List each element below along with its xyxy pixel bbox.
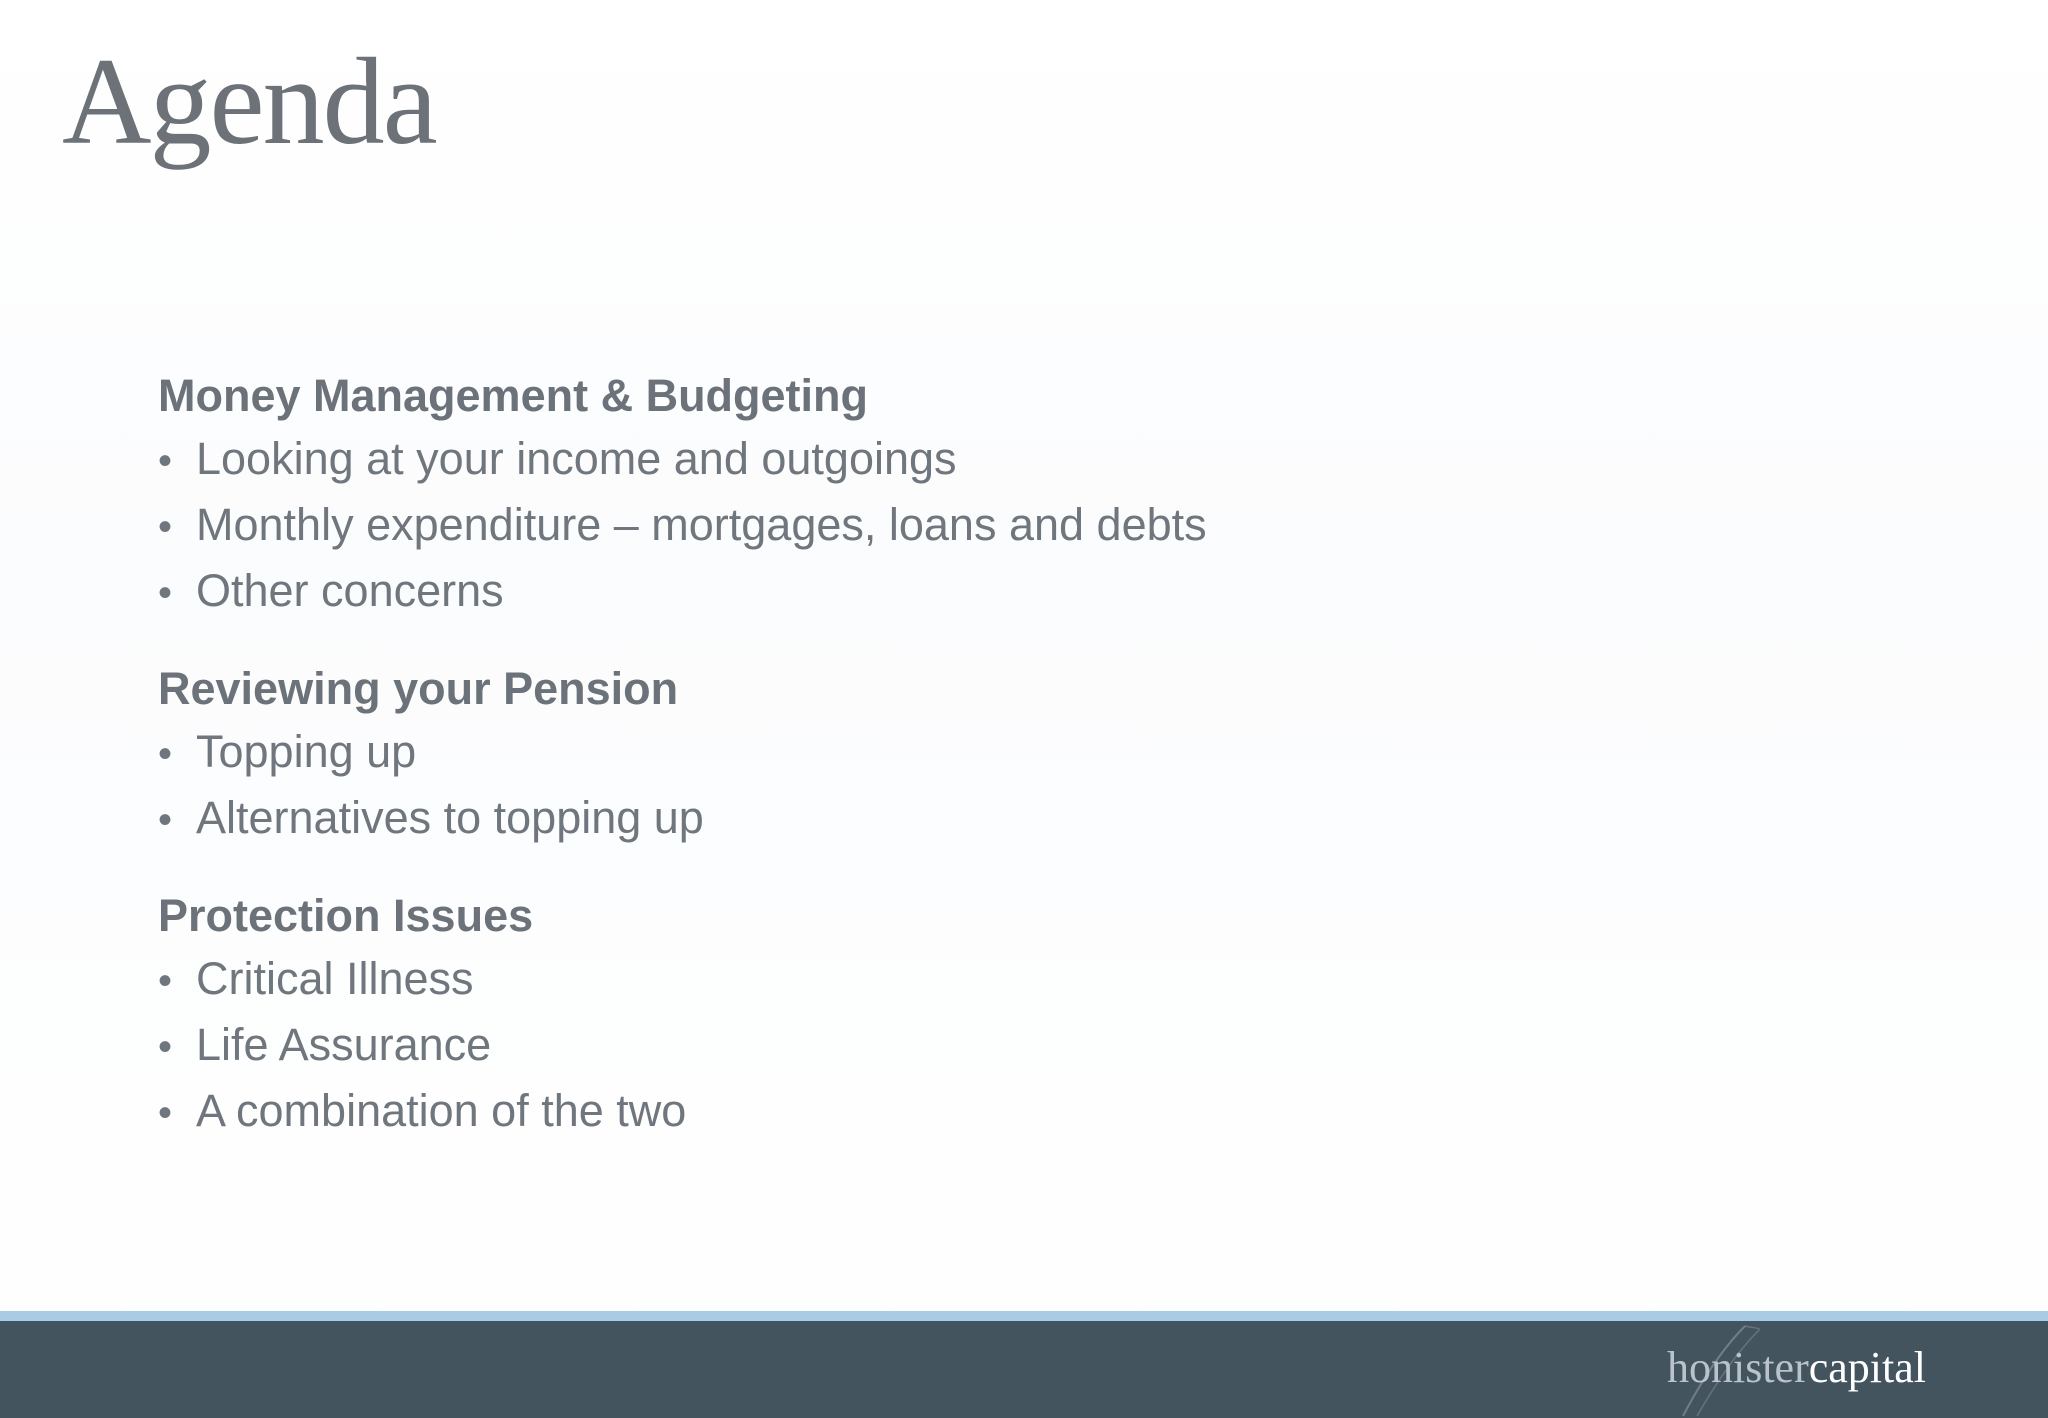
bullet-list xyxy=(158,720,1758,852)
section-heading: Reviewing your Pension xyxy=(158,663,679,714)
section-heading: Money Management & Budgeting xyxy=(158,370,869,421)
bullet-icon: • xyxy=(158,732,173,776)
bullet-icon: • xyxy=(158,1091,173,1135)
list-item-text: Alternatives to topping up xyxy=(196,792,704,843)
list-item xyxy=(158,1013,1758,1079)
bullet-icon: • xyxy=(158,439,173,483)
list-item xyxy=(158,786,1758,852)
list-item-text: Critical Illness xyxy=(196,953,474,1004)
bullet-icon: • xyxy=(158,505,173,549)
agenda-section-protection xyxy=(158,884,1758,1145)
logo-text-honister: honister xyxy=(1666,1343,1809,1392)
page-title: Agenda xyxy=(62,33,436,170)
list-item-text: Other concerns xyxy=(196,565,504,616)
bullet-icon: • xyxy=(158,571,173,615)
list-item-text: A combination of the two xyxy=(196,1085,687,1136)
bullet-list xyxy=(158,427,1758,625)
list-item xyxy=(158,947,1758,1013)
list-item xyxy=(158,559,1758,625)
bullet-icon: • xyxy=(158,798,173,842)
list-item xyxy=(158,1079,1758,1145)
list-item xyxy=(158,493,1758,559)
list-item-text: Life Assurance xyxy=(196,1019,492,1070)
company-logo xyxy=(1666,1343,1926,1392)
list-item xyxy=(158,427,1758,493)
list-item-text: Topping up xyxy=(196,726,417,777)
list-item-text: Looking at your income and outgoings xyxy=(196,433,957,484)
logo-text-capital: capital xyxy=(1808,1343,1926,1392)
bullet-icon: • xyxy=(158,1025,173,1069)
bullet-list xyxy=(158,947,1758,1145)
list-item xyxy=(158,720,1758,786)
bullet-icon: • xyxy=(158,959,173,1003)
agenda-section-money xyxy=(158,364,1758,625)
footer-accent-stripe xyxy=(0,1311,2048,1321)
agenda-section-pension xyxy=(158,657,1758,852)
list-item-text: Monthly expenditure – mortgages, loans and debts xyxy=(196,499,1207,550)
section-heading: Protection Issues xyxy=(158,890,534,941)
agenda-list xyxy=(158,364,1758,1177)
